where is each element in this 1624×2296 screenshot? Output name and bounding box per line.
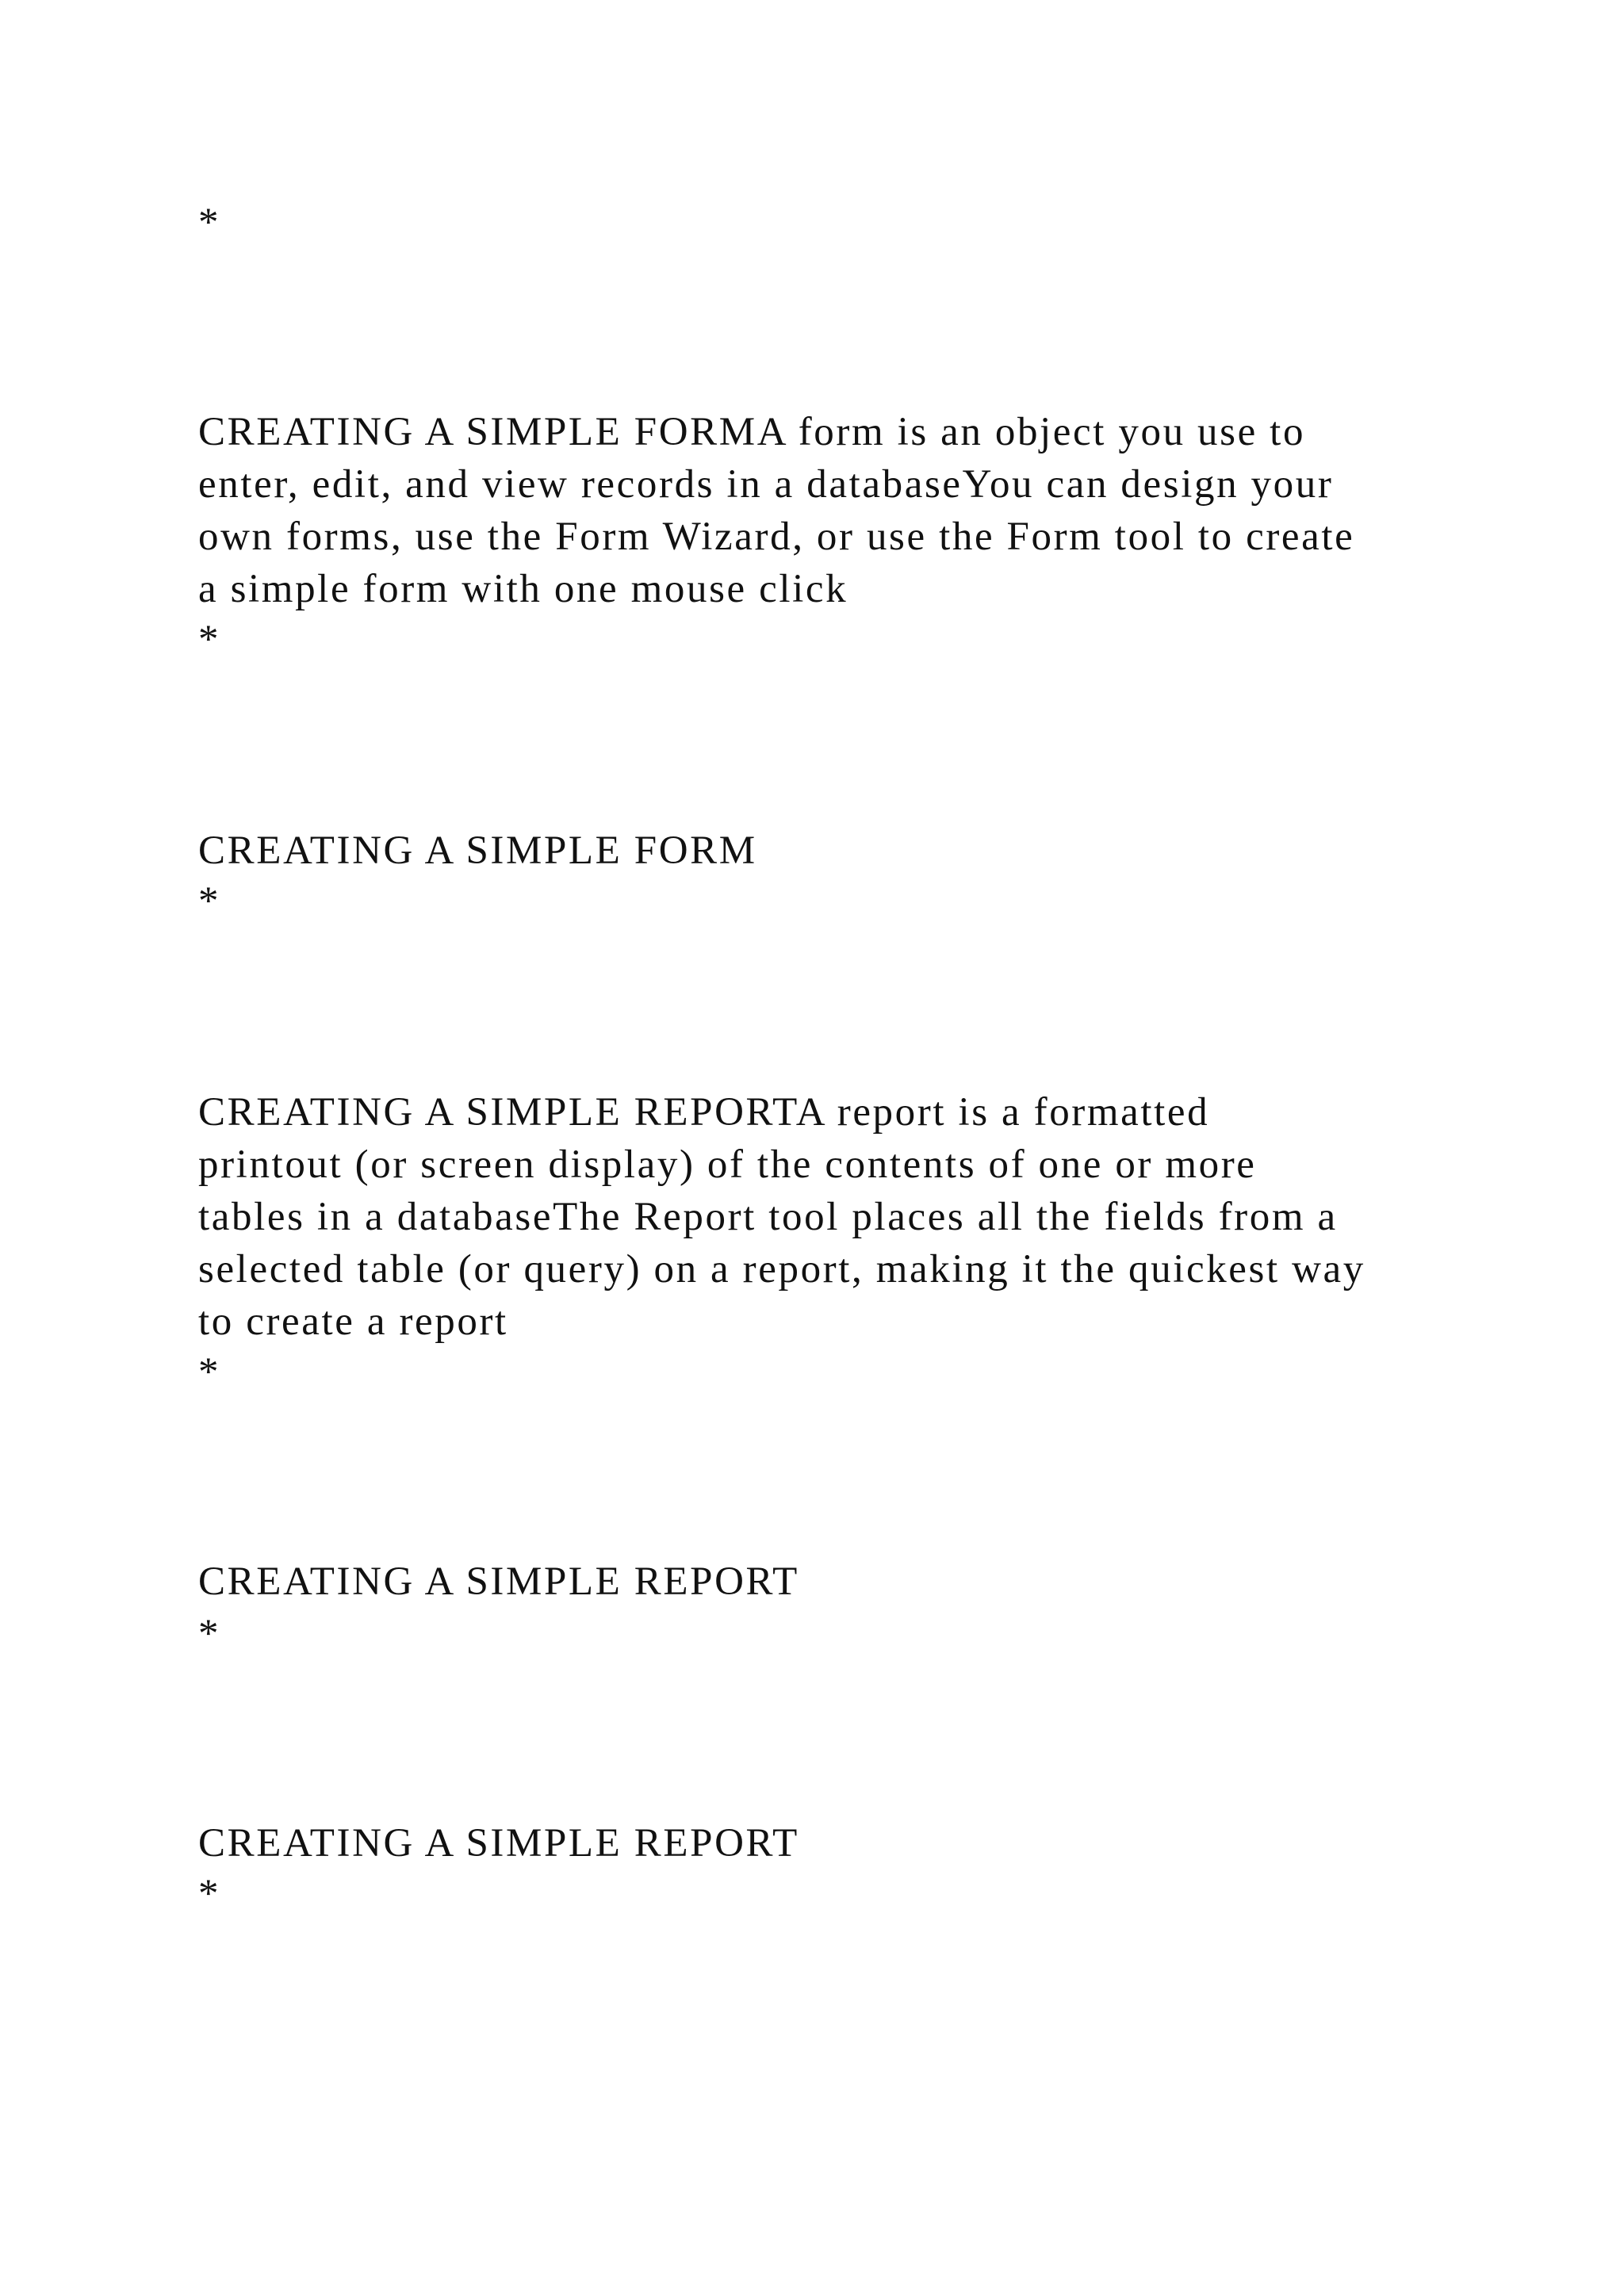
paragraph-line: tables in a databaseThe Report tool places all the fields from a [198,1195,1338,1239]
paragraph-line: printout (or screen display) of the contents of one or more [198,1142,1257,1187]
bullet-marker: * [198,1350,219,1395]
paragraph-line: CREATING A SIMPLE FORMA form is an object you use to [198,410,1306,454]
paragraph-line: CREATING A SIMPLE REPORTA report is a formatted [198,1090,1210,1135]
paragraph-line: to create a report [198,1299,508,1344]
bullet-marker: * [198,201,219,245]
bullet-marker: * [198,879,219,924]
bullet-marker: * [198,1612,219,1656]
paragraph-line: selected table (or query) on a report, making it the quickest way [198,1247,1365,1292]
heading-line: CREATING A SIMPLE REPORT [198,1821,799,1866]
paragraph-line: enter, edit, and view records in a databaseYou can design your [198,462,1334,507]
heading-line: CREATING A SIMPLE FORM [198,828,757,873]
heading-line: CREATING A SIMPLE REPORT [198,1559,799,1604]
bullet-marker: * [198,618,219,662]
paragraph-line: own forms, use the Form Wizard, or use the Form tool to create [198,515,1355,559]
paragraph-line: a simple form with one mouse click [198,567,848,611]
bullet-marker: * [198,1872,219,1916]
